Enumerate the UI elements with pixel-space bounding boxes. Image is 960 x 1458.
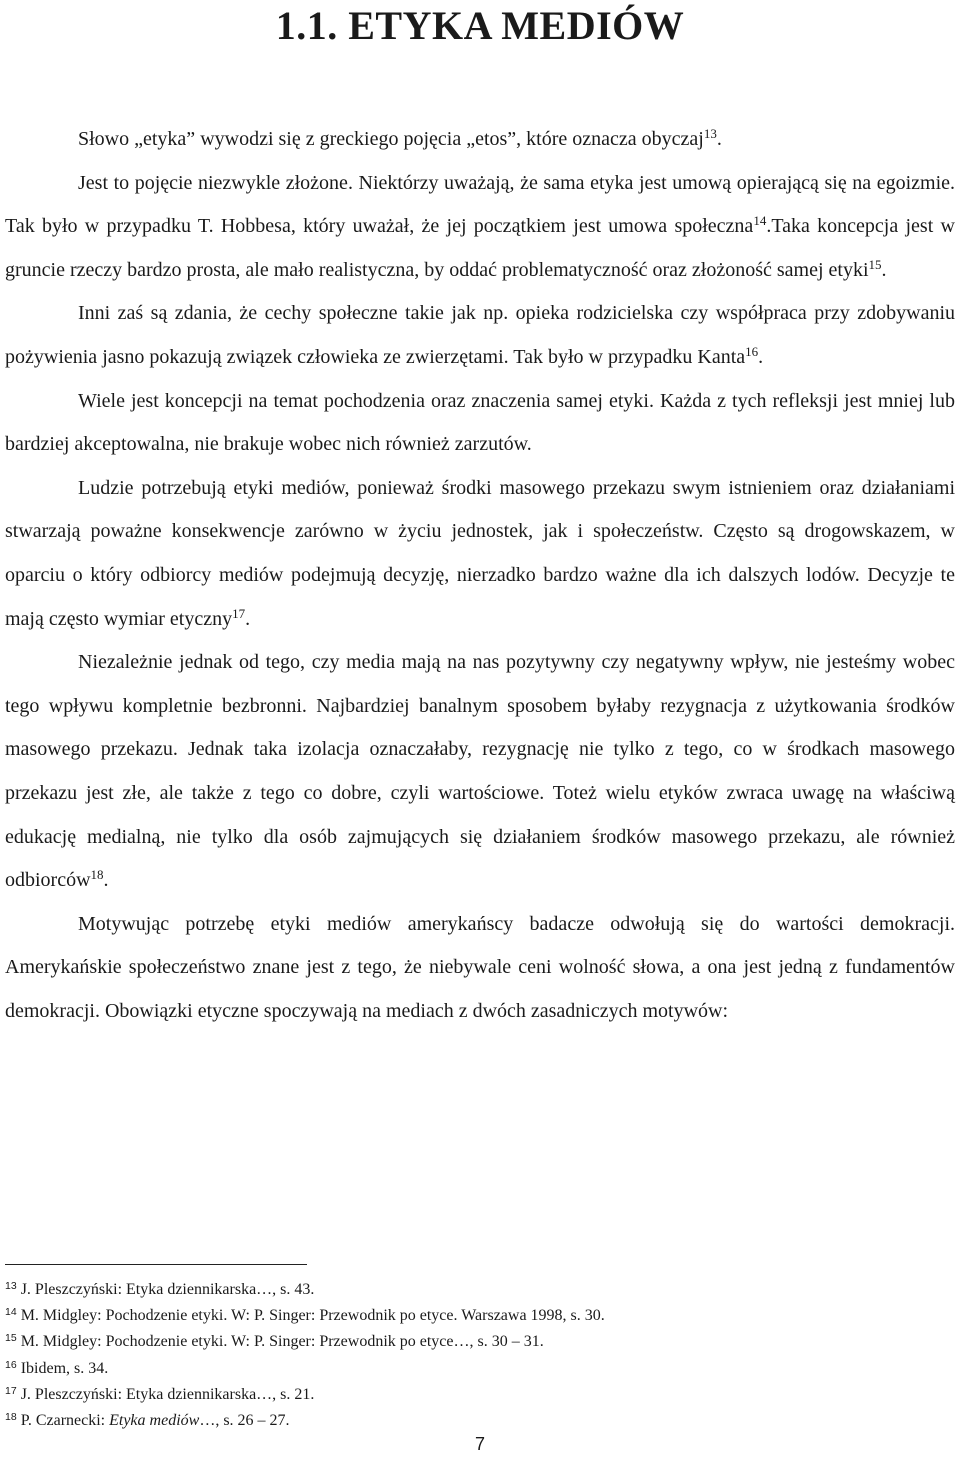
footnote-number: 16	[5, 1358, 17, 1371]
paragraph-text: .Taka koncepcja jest w gruncie rzeczy bardzo prosta, ale mało realistyczna, by oddać problematyczność oraz złożoność samej etyki	[5, 215, 955, 281]
paragraph	[5, 467, 955, 641]
paragraph-text: .	[245, 607, 251, 630]
paragraph	[5, 292, 955, 379]
footnote-ref: 15	[868, 256, 882, 272]
footnote-ref: 14	[753, 213, 767, 229]
paragraph	[5, 380, 955, 467]
paragraph-text: Niezależnie jednak od tego, czy media mają na nas pozytywny czy negatywny wpływ, nie jesteśmy wobec tego wpływu kompletnie bezbronni. Najbardziej banalnym sposobem byłaby rezygnacja z użytkowania środków masowego przekazu. Jednak taka izolacja oznaczałaby, rezygnację nie tylko z tego, co w środkach masowego przekazu jest złe, ale także z tego co dobre, czyli wartościowe. Toteż wielu etyków zwraca uwagę na właściwą edukację medialną, nie tylko dla osób zajmujących się działaniem środków masowego przekazu, ale również odbiorców	[5, 651, 955, 892]
paragraph-text: Jest to pojęcie niezwykle złożone. Niektórzy uważają, że sama etyka jest umową opierającą się na egoizmie. Tak było w przypadku T. Hobbesa, który uważał, że jej początkiem jest umowa społeczna	[5, 171, 955, 238]
footnote-number: 15	[5, 1332, 17, 1345]
paragraph	[5, 162, 955, 293]
footnote-ref: 16	[745, 343, 759, 359]
footnote-ref: 13	[703, 126, 717, 141]
footnote-text: M. Midgley: Pochodzenie etyki. W: P. Singer: Przewodnik po etyce…, s. 30 – 31.	[16, 1333, 544, 1351]
footnote-text: P. Czarnecki:	[16, 1412, 110, 1430]
footnote	[5, 1408, 955, 1434]
footnote-separator	[5, 1264, 307, 1265]
footnote-ref: 17	[232, 605, 246, 621]
footnotes	[5, 1277, 955, 1434]
paragraph-text: Wiele jest koncepcji na temat pochodzenia oraz znaczenia samej etyki. Każda z tych refleksji jest mniej lub bardziej akceptowalna, nie brakuje wobec nich również zarzutów.	[5, 389, 955, 456]
footnote	[5, 1356, 955, 1382]
footnote-text: J. Pleszczyński: Etyka dziennikarska…, s. 43.	[16, 1281, 315, 1298]
paragraph-text: .	[881, 258, 887, 281]
paragraph	[5, 118, 955, 162]
footnote-text: Etyka mediów	[109, 1412, 200, 1430]
footnote-number: 18	[5, 1411, 17, 1424]
paragraph-text: Ludzie potrzebują etyki mediów, ponieważ środki masowego przekazu swym istnieniem oraz działaniami stwarzają poważne konsekwencje zarówno w życiu jednostek, jak i społeczeństw. Często są drogowskazem, w oparciu o który odbiorcy mediów podejmują decyzję, nierzadko bardzo ważne dla ich dalszych lodów. Decyzje te mają często wymiar etyczny	[5, 476, 955, 630]
paragraph-text: Słowo „etyka” wywodzi się z greckiego pojęcia „etos”, które oznacza obyczaj	[78, 128, 704, 150]
footnote	[5, 1382, 955, 1408]
footnote-text: M. Midgley: Pochodzenie etyki. W: P. Singer: Przewodnik po etyce. Warszawa 1998, s. 30.	[16, 1307, 605, 1325]
footnote-text: J. Pleszczyński: Etyka dziennikarska…, s. 21.	[16, 1385, 315, 1403]
footnote-number: 17	[5, 1384, 17, 1397]
paragraph-text: .	[758, 345, 764, 368]
footnote-ref: 18	[90, 867, 104, 883]
footnote-text: Ibidem, s. 34.	[16, 1359, 109, 1377]
paragraph-text: .	[716, 128, 722, 150]
paragraph	[5, 903, 955, 1034]
footnote	[5, 1329, 955, 1355]
paragraph-text: Inni zaś są zdania, że cechy społeczne takie jak np. opieka rodzicielska czy współpraca przy zdobywaniu pożywienia jasno pokazują związek człowieka ze zwierzętami. Tak było w przypadku Kanta	[5, 302, 955, 368]
paragraph-text: .	[103, 869, 109, 892]
footnote-number: 14	[5, 1306, 17, 1319]
body-text	[5, 118, 955, 1033]
footnote-text: …, s. 26 – 27.	[199, 1412, 290, 1430]
page-number: 7	[474, 1434, 485, 1454]
footnote	[5, 1277, 955, 1303]
paragraph-text: Motywując potrzebę etyki mediów amerykańscy badacze odwołują się do wartości demokracji. Amerykańskie społeczeństwo znane jest z tego, że niebywale ceni wolność słowa, a ona jest jedną z fundamentów demokracji. Obowiązki etyczne spoczywają na mediach z dwóch zasadniczych motywów:	[5, 912, 955, 1022]
footnote-number: 13	[5, 1280, 17, 1292]
footnote	[5, 1303, 955, 1329]
page-title: 1.1. ETYKA MEDIÓW	[275, 3, 685, 48]
paragraph	[5, 641, 955, 903]
